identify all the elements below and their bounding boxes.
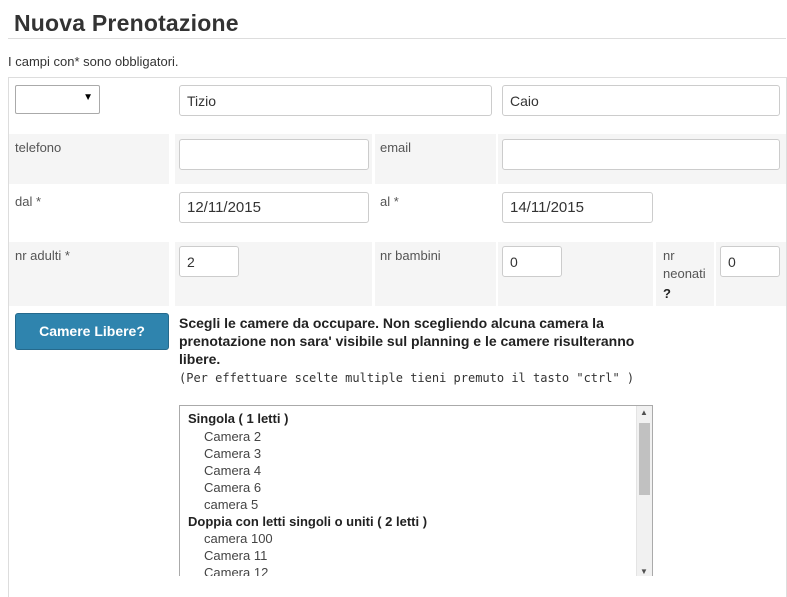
title-select[interactable] xyxy=(15,85,100,114)
room-option[interactable]: Camera 12 xyxy=(204,565,269,576)
triangle-down-icon[interactable]: ▼ xyxy=(640,567,648,576)
room-option[interactable]: Camera 6 xyxy=(204,480,262,495)
nr-neonati-label-line2: neonati xyxy=(663,266,706,281)
telefono-input[interactable] xyxy=(179,139,369,170)
room-group-doppia: Doppia con letti singoli o uniti ( 2 letti ) xyxy=(188,514,428,529)
triangle-down-icon: ▼ xyxy=(83,92,93,103)
room-option[interactable]: Camera 4 xyxy=(204,463,262,478)
nr-bambini-input[interactable] xyxy=(502,246,562,277)
rooms-multiselect-hint: (Per effettuare scelte multiple tieni premuto il tasto "ctrl" ) xyxy=(179,371,635,385)
telefono-label: telefono xyxy=(15,140,62,155)
nr-neonati-input[interactable] xyxy=(720,246,780,277)
required-fields-note: I campi con* sono obbligatori. xyxy=(8,54,179,69)
title-divider xyxy=(8,38,786,39)
triangle-up-icon[interactable]: ▲ xyxy=(640,408,648,417)
room-option[interactable]: Camera 11 xyxy=(204,548,268,563)
room-option[interactable]: Camera 3 xyxy=(204,446,262,461)
camere-libere-button[interactable]: Camere Libere? xyxy=(15,313,169,350)
nr-neonati-label-line1: nr xyxy=(663,248,675,263)
scrollbar-thumb[interactable] xyxy=(639,423,650,495)
room-option[interactable]: Camera 2 xyxy=(204,429,262,444)
dal-label: dal * xyxy=(15,194,42,209)
nr-bambini-label: nr bambini xyxy=(380,248,441,263)
al-label: al * xyxy=(380,194,399,209)
nr-adulti-label: nr adulti * xyxy=(15,248,70,263)
room-group-singola: Singola ( 1 letti ) xyxy=(188,411,289,426)
first-name-input[interactable] xyxy=(179,85,492,116)
last-name-input[interactable] xyxy=(502,85,780,116)
email-label: email xyxy=(380,140,412,155)
listbox-scrollbar[interactable] xyxy=(636,406,652,576)
room-option[interactable]: camera 100 xyxy=(204,531,273,546)
rooms-info-text: Scegli le camere da occupare. Non scegliendo alcuna camera la prenotazione non sara' visibile sul planning e le camere risulteranno libere. xyxy=(179,315,635,367)
dal-date-input[interactable] xyxy=(179,192,369,223)
rooms-multiselect-list[interactable] xyxy=(179,405,653,576)
email-input[interactable] xyxy=(502,139,780,170)
room-option[interactable]: camera 5 xyxy=(204,497,259,512)
nr-adulti-input[interactable] xyxy=(179,246,239,277)
neonati-help-icon[interactable]: ? xyxy=(663,286,671,301)
al-date-input[interactable] xyxy=(502,192,653,223)
page-title: Nuova Prenotazione xyxy=(14,10,239,36)
